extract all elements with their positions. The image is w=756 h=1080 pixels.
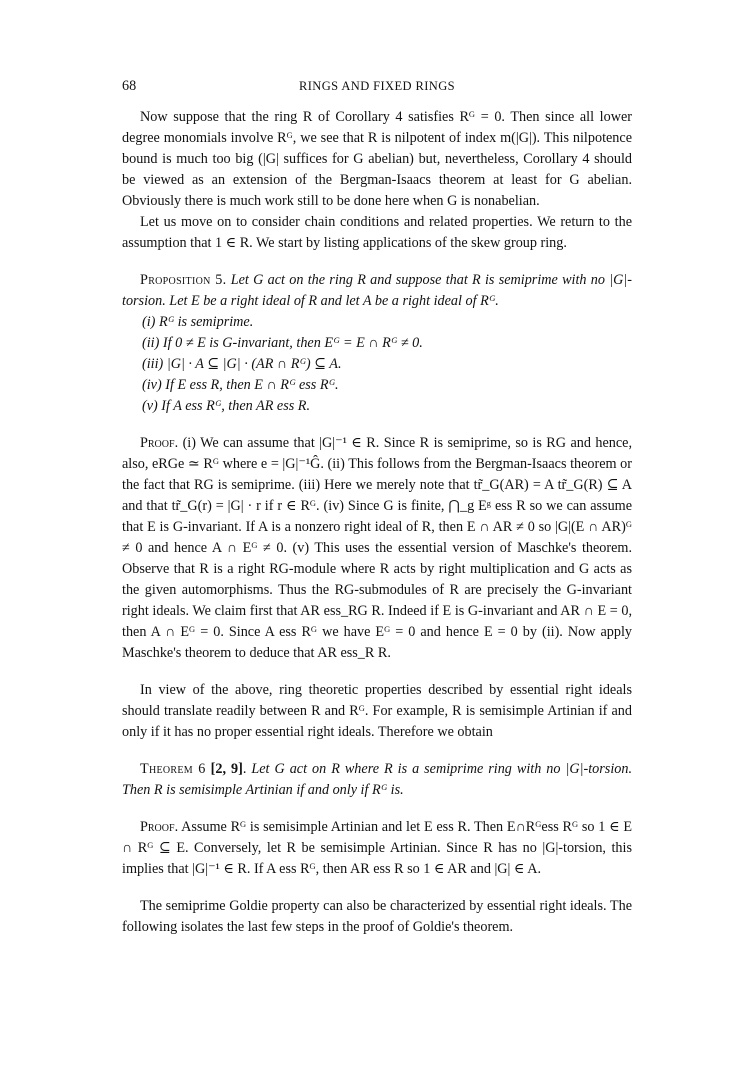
theorem-6: Theorem 6 [2, 9]. Let G act on R where R is a semiprime ring with no |G|-torsion. Then R is semisimple Artinian if and only if Rᴳ is. xyxy=(122,761,632,798)
proof-5-heading: Proof. xyxy=(140,435,179,451)
proposition-5-heading: Proposition 5. xyxy=(140,272,227,288)
running-head xyxy=(122,76,632,97)
proposition-5-item: (ii) If 0 ≠ E is G-invariant, then Eᴳ = E ∩ Rᴳ ≠ 0. xyxy=(142,335,423,351)
proposition-5-item: (iii) |G| · A ⊆ |G| · (AR ∩ Rᴳ) ⊆ A. xyxy=(142,356,342,372)
proof-6-text: Assume Rᴳ is semisimple Artinian and let E ess R. Then E∩Rᴳess Rᴳ so 1 ∈ E ∩ Rᴳ ⊆ E. Conversely, let R be semisimple Artinian. Since R has no |G|-torsion, this implies that |G|⁻¹ ∈ R. If A ess Rᴳ, then AR ess R so 1 ∈ AR and |G| ∈ A. xyxy=(122,819,633,877)
paragraph-3: In view of the above, ring theoretic properties described by essential right ideals should translate readily between R and Rᴳ. For example, R is semisimple Artinian if and only if it has no proper essential right ideals. Therefore we obtain xyxy=(122,682,632,740)
paragraph-1: Now suppose that the ring R of Corollary 4 satisfies Rᴳ = 0. Then since all lower degree monomials involve Rᴳ, we see that R is nilpotent of index m(|G|). This nilpotence bound is much too big (|G| suffices for G abelian) but, nevertheless, Corollary 4 should be viewed as an extension of the Bergman-Isaacs theorem at least for G abelian. Obviously there is much work still to be done here when G is nonabelian. xyxy=(122,109,632,209)
proposition-5 xyxy=(122,270,632,312)
proof-6-heading: Proof. xyxy=(140,819,179,835)
paragraph-2: Let us move on to consider chain conditions and related properties. We return to the assumption that 1 ∈ R. We start by listing applications of the skew group ring. xyxy=(122,214,632,251)
proposition-5-item: (i) Rᴳ is semiprime. xyxy=(142,314,254,330)
page xyxy=(122,76,632,938)
proposition-5-statement: Let G act on the ring R and suppose that R is semiprime with no |G|-torsion. Let E be a right ideal of R and let A be a right ideal of Rᴳ. xyxy=(122,272,633,309)
proof-6 xyxy=(122,817,632,880)
proposition-5-item: (iv) If E ess R, then E ∩ Rᴳ ess Rᴳ. xyxy=(142,377,339,393)
running-title: RINGS AND FIXED RINGS xyxy=(299,79,455,93)
proof-5-text: (i) We can assume that |G|⁻¹ ∈ R. Since R is semiprime, so is RG and hence, also, eRGe ≃ Rᴳ where e = |G|⁻¹Ĝ. (ii) This follows from the Bergman-Isaacs theorem or the fact that RG is semiprime. (iii) Here we merely note that tr̃_G(AR) = A tr̃_G(R) ⊆ A and that tr̃_G(r) = |G| · r if r ∈ Rᴳ. (iv) Since G is finite, ⋂_g Eᵍ ess R so we can assume that E is G-invariant. If A is a nonzero right ideal of R, then E ∩ AR ≠ 0 so |G|(E ∩ AR)ᴳ ≠ 0 and hence A ∩ Eᴳ ≠ 0. (v) This uses the essential version of Maschke's theorem. Observe that R is a right RG-module where R acts by right multiplication and G acts as the given automorphisms. Thus the RG-submodules of R are precisely the G-invariant right ideals. We claim first that AR ess_RG R. Indeed if E is G-invariant and AR ∩ E = 0, then A ∩ Eᴳ = 0. Since A ess Rᴳ we have Eᴳ = 0 and hence E = 0 by (ii). Now apply Maschke's theorem to deduce that AR ess_R R. xyxy=(122,435,633,661)
paragraph-4: The semiprime Goldie property can also be characterized by essential right ideals. The following isolates the last few steps in the proof of Goldie's theorem. xyxy=(122,898,632,935)
theorem-6-citations: [2, 9] xyxy=(210,761,243,777)
proposition-5-item: (v) If A ess Rᴳ, then AR ess R. xyxy=(142,398,311,414)
page-number: 68 xyxy=(122,78,137,94)
theorem-6-statement: Let G act on R where R is a semiprime ring with no |G|-torsion. Then R is semisimple Artinian if and only if Rᴳ is. xyxy=(122,761,632,798)
theorem-6-heading: Theorem 6 xyxy=(140,761,206,777)
proof-5 xyxy=(122,433,632,664)
